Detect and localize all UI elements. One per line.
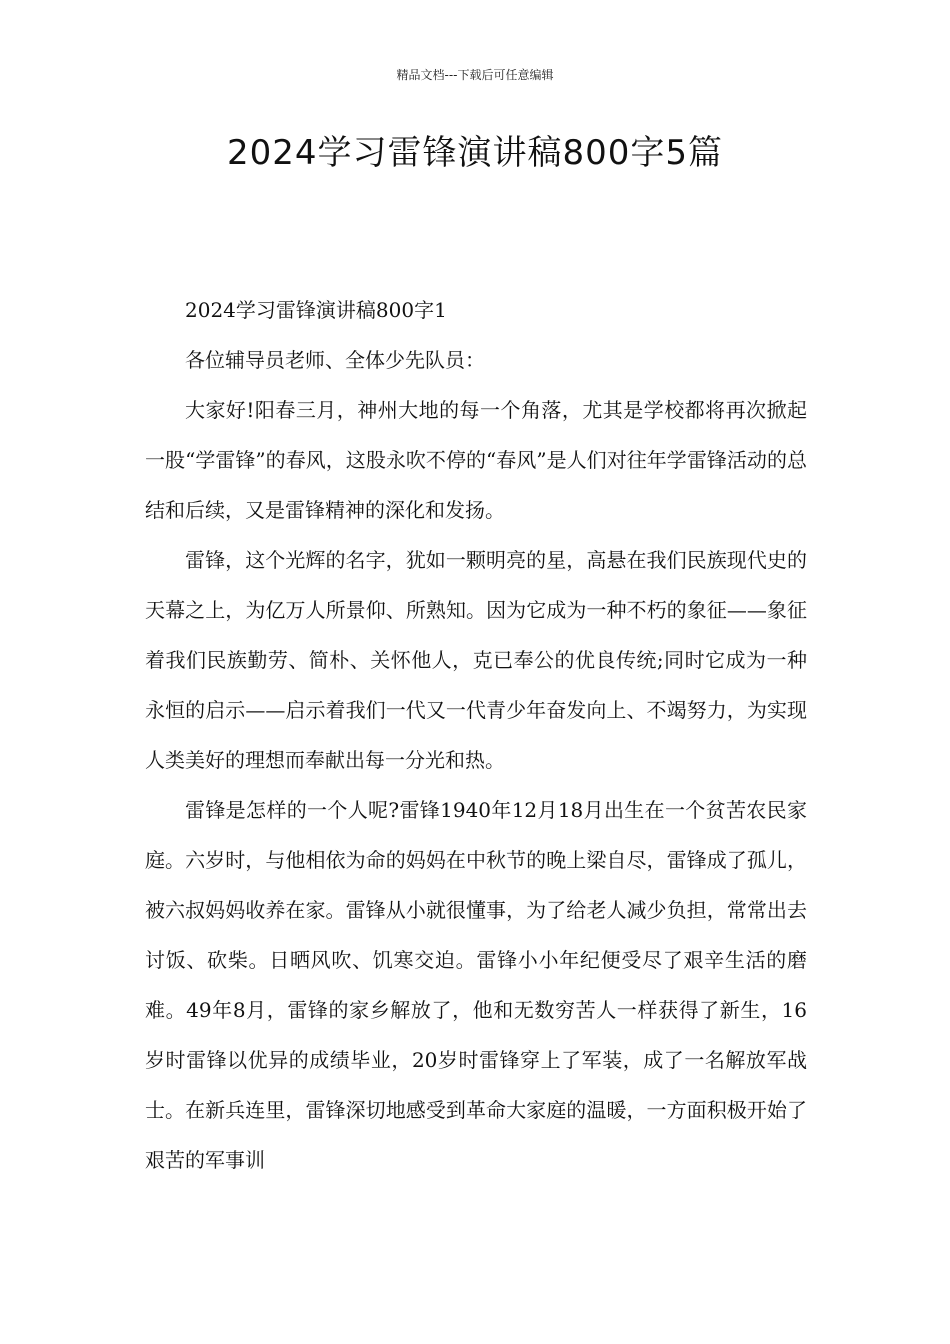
header-note: 精品文档---下载后可任意编辑 (396, 68, 554, 82)
paragraph: 大家好!阳春三月，神州大地的每一个角落，尤其是学校都将再次掀起一股“学雷锋”的春风，这股永吹不停的“春风”是人们对往年学雷锋活动的总结和后续，又是雷锋精神的深化和发扬。 (145, 398, 807, 522)
salutation: 各位辅导员老师、全体少先队员： (185, 348, 485, 372)
paragraph: 雷锋，这个光辉的名字，犹如一颗明亮的星，高悬在我们民族现代史的天幕之上，为亿万人所景仰、所熟知。因为它成为一种不朽的象征——象征着我们民族勤劳、简朴、关怀他人，克已奉公的优良传统;同时它成为一种永恒的启示——启示着我们一代又一代青少年奋发向上、不竭努力，为实现人类美好的理想而奉献出每一分光和热。 (145, 548, 807, 772)
paragraph: 雷锋是怎样的一个人呢?雷锋1940年12月18月出生在一个贫苦农民家庭。六岁时，与他相依为命的妈妈在中秋节的晚上梁自尽，雷锋成了孤儿，被六叔妈妈收养在家。雷锋从小就很懂事，为了给老人减少负担，常常出去讨饭、砍柴。日晒风吹、饥寒交迫。雷锋小小年纪便受尽了艰辛生活的磨难。49年8月，雷锋的家乡解放了，他和无数穷苦人一样获得了新生，16岁时雷锋以优异的成绩毕业，20岁时雷锋穿上了军装，成了一名解放军战士。在新兵连里，雷锋深切地感受到革命大家庭的温暖，一方面积极开始了艰苦的军事训 (145, 798, 807, 1172)
section-heading: 2024学习雷锋演讲稿800字1 (185, 298, 447, 322)
document-title: 2024学习雷锋演讲稿800字5篇 (226, 133, 724, 173)
document-body (145, 285, 807, 1185)
